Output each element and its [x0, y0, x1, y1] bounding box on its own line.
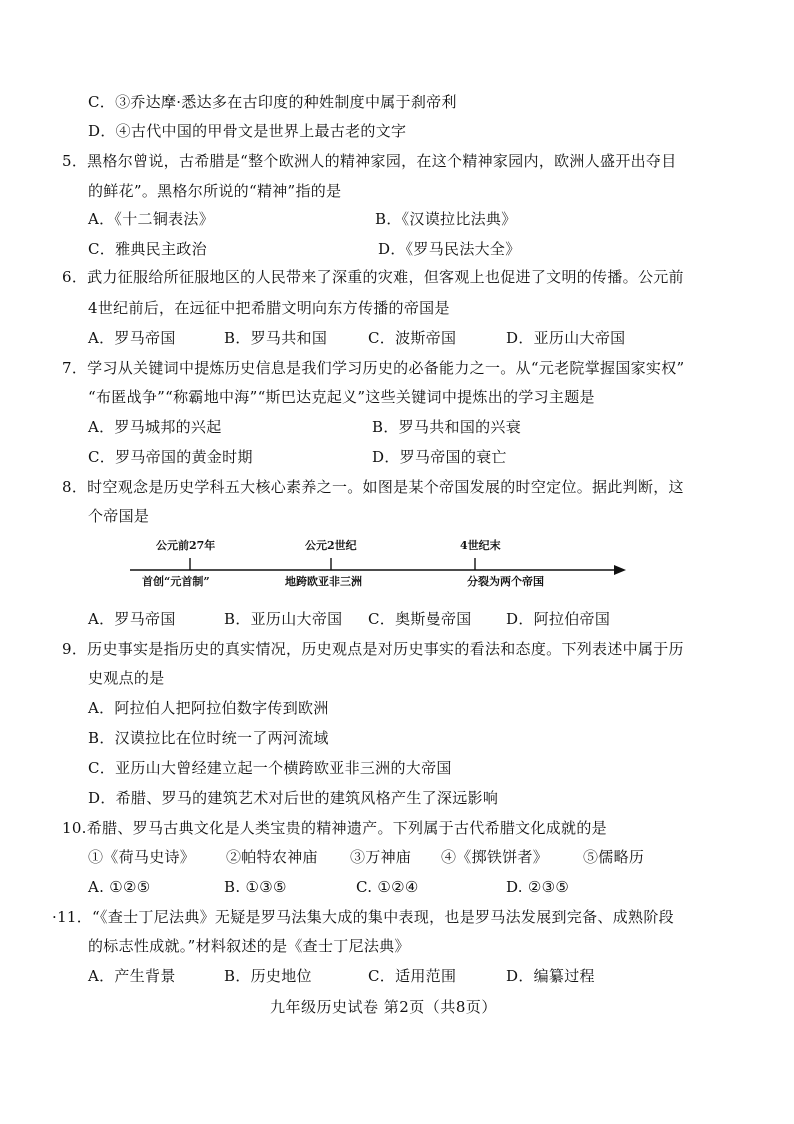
q5-option-d: D．《罗马民法大全》 [378, 240, 521, 258]
q11-option-d: D．编纂过程 [506, 967, 595, 985]
q6-option-b: B．罗马共和国 [224, 329, 328, 347]
q11-stem-line1: ·11．“《查士丁尼法典》无疑是罗马法集大成的集中表现，也是罗马法发展到完备、成熟阶段 [52, 908, 674, 926]
q10-option-c: C. ①②④ [356, 878, 419, 896]
page-footer: 九年级历史试卷 第2页（共8页） [270, 998, 497, 1016]
q5-option-a: A．《十二铜表法》 [88, 210, 215, 228]
timeline-bottom-label-1: 首创“元首制” [142, 575, 210, 588]
q9-stem-line2: 史观点的是 [88, 669, 165, 687]
q8-option-b: B．亚历山大帝国 [224, 610, 343, 628]
q7-option-d: D．罗马帝国的衰亡 [372, 448, 507, 466]
q10-option-a: A. ①②⑤ [88, 878, 151, 896]
q11-stem-line2: 的标志性成就。”材料叙述的是《查士丁尼法典》 [88, 937, 410, 955]
q6-option-d: D．亚历山大帝国 [506, 329, 626, 347]
q8-stem-line2: 个帝国是 [88, 507, 150, 525]
q11-option-b: B．历史地位 [224, 967, 312, 985]
timeline-top-label-3: 4世纪末 [460, 539, 501, 552]
q5-stem-line1: 5．黑格尔曾说，古希腊是“整个欧洲人的精神家园，在这个精神家园内，欧洲人盛开出夺目 [62, 152, 677, 170]
q6-stem-line1: 6．武力征服给所征服地区的人民带来了深重的灾难，但客观上也促进了文明的传播。公元前 [62, 268, 684, 286]
q6-option-a: A．罗马帝国 [88, 329, 176, 347]
q8-timeline [120, 534, 640, 590]
q7-option-c: C．罗马帝国的黄金时期 [88, 448, 253, 466]
timeline-arrow-icon [614, 565, 626, 575]
q10-item-4: ④《掷铁饼者》 [441, 848, 549, 866]
q6-stem-line2: 4世纪前后，在远征中把希腊文明向东方传播的帝国是 [88, 299, 450, 317]
q11-option-a: A．产生背景 [88, 967, 176, 985]
timeline-bottom-label-2: 地跨欧亚非三洲 [285, 575, 362, 588]
q8-option-c: C．奥斯曼帝国 [368, 610, 472, 628]
q8-option-d: D．阿拉伯帝国 [506, 610, 611, 628]
q9-stem-line1: 9．历史事实是指历史的真实情况，历史观点是对历史事实的看法和态度。下列表述中属于历 [62, 640, 684, 658]
q10-option-b: B. ①③⑤ [224, 878, 287, 896]
timeline-bottom-label-3: 分裂为两个帝国 [467, 575, 544, 588]
timeline-top-label-2: 公元2世纪 [305, 539, 357, 552]
q9-option-c: C．亚历山大曾经建立起一个横跨欧亚非三洲的大帝国 [88, 759, 452, 777]
q8-option-a: A．罗马帝国 [88, 610, 176, 628]
q10-item-5: ⑤儒略历 [583, 848, 645, 866]
q7-option-a: A．罗马城邦的兴起 [88, 418, 222, 436]
timeline-top-label-1: 公元前27年 [156, 539, 216, 552]
q7-stem-line2: “布匿战争”“称霸地中海”“斯巴达克起义”这些关键词中提炼出的学习主题是 [88, 388, 595, 406]
q10-item-2: ②帕特农神庙 [226, 848, 318, 866]
q7-stem-line1: 7．学习从关键词中提炼历史信息是我们学习历史的必备能力之一。从“元老院掌握国家实权” [62, 359, 685, 377]
q8-stem-line1: 8．时空观念是历史学科五大核心素养之一。如图是某个帝国发展的时空定位。据此判断，这 [62, 478, 684, 496]
q5-stem-line2: 的鲜花”。黑格尔所说的“精神”指的是 [88, 182, 342, 200]
q9-option-a: A．阿拉伯人把阿拉伯数字传到欧洲 [88, 699, 329, 717]
q9-option-b: B．汉谟拉比在位时统一了两河流域 [88, 729, 329, 747]
q5-option-c: C．雅典民主政治 [88, 240, 207, 258]
q10-stem-line1: 10.希腊、罗马古典文化是人类宝贵的精神遗产。下列属于古代希腊文化成就的是 [62, 819, 607, 837]
q10-item-3: ③万神庙 [350, 848, 412, 866]
q4-option-d: D．④古代中国的甲骨文是世界上最古老的文字 [88, 122, 407, 140]
q4-option-c: C．③乔达摩·悉达多在古印度的种姓制度中属于刹帝利 [88, 93, 457, 111]
q6-option-c: C．波斯帝国 [368, 329, 457, 347]
q7-option-b: B．罗马共和国的兴衰 [372, 418, 522, 436]
q5-option-b: B．《汉谟拉比法典》 [375, 210, 517, 228]
q10-option-d: D. ②③⑤ [506, 878, 570, 896]
q10-item-1: ①《荷马史诗》 [88, 848, 196, 866]
q9-option-d: D．希腊、罗马的建筑艺术对后世的建筑风格产生了深远影响 [88, 789, 499, 807]
q11-option-c: C．适用范围 [368, 967, 457, 985]
